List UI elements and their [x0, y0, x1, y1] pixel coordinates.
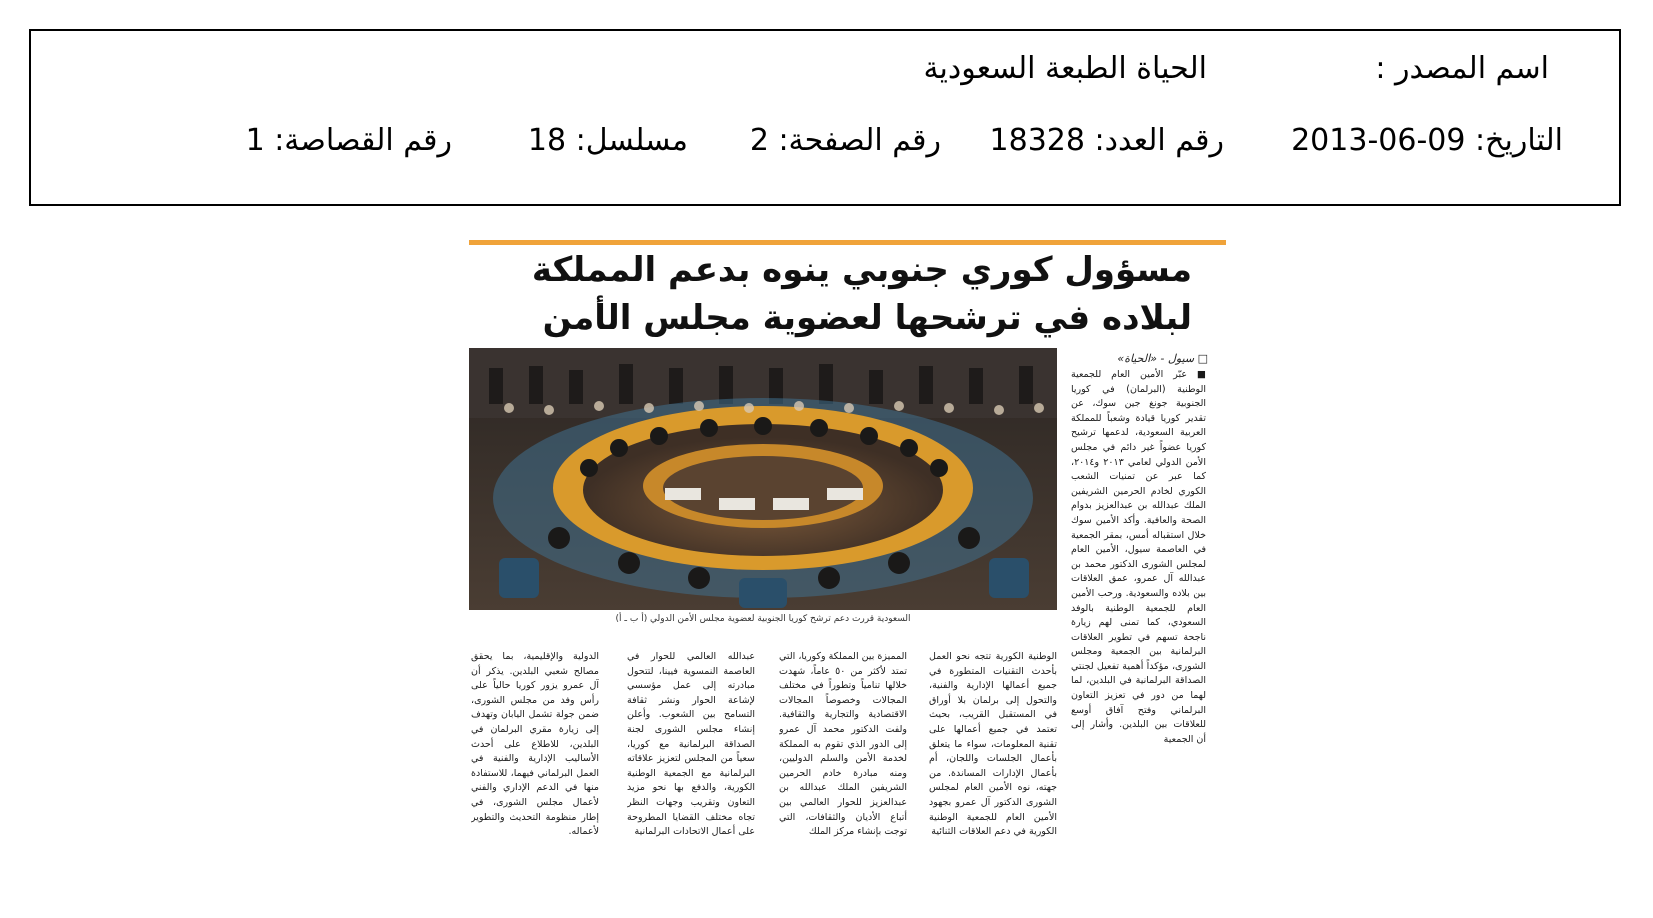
- clipping-top-rule: [469, 240, 1226, 245]
- issue-number-field: رقم العدد: 18328: [989, 123, 1224, 158]
- article-column-2: المميزة بين المملكة وكوريا، التي تمتد لأكثر من ٥٠ عاماً، شهدت خلالها تنامياً وتطوراً في مختلف المجالات وخصوصاً المجالات الاقتصادية والتجارية والثقافية. ولفت الدكتور محمد آل عمرو إلى الدور الذي تقوم به المملكة لخدمة الأمن والسلم الدوليين، ومنه مبادرة خادم الحرمين الشريفين الملك عبدالله بن عبدالعزيز للحوار العالمي بين أتباع الأديان والثقافات، التي توجت بإنشاء مركز الملك: [779, 651, 907, 838]
- article-byline: □ سيول - «الحياة»: [1117, 352, 1208, 365]
- article-column-1: الوطنية الكورية تتجه نحو العمل بأحدث التقنيات المتطورة في جميع أعمالها الإدارية والفنية، والتحول إلى برلمان بلا أوراق في المستقبل القريب، بحيث تعتمد في جميع أعمالها على تقنية المعلومات، سواء ما يتعلق بأعمال الجلسات واللجان، أم بأعمال الإدارات المساندة. من جهته، نوه الأمين العام لمجلس الشورى الدكتور آل عمرو بجهود الأمين العام للجمعية الوطنية الكورية في دعم العلاقات الثنائية: [929, 651, 1057, 838]
- photo-caption: السعودية قررت دعم ترشح كوريا الجنوبية لعضوية مجلس الأمن الدولي (أ ب ـ أ): [615, 614, 911, 624]
- security-council-photo: [469, 348, 1057, 610]
- source-value: الحياة الطبعة السعودية: [923, 51, 1207, 86]
- clipping-info-box: [29, 29, 1621, 206]
- clip-number-field: رقم القصاصة: 1: [245, 123, 452, 158]
- source-label: اسم المصدر :: [1375, 51, 1549, 86]
- headline-line-2: لبلاده في ترشحها لعضوية مجلس الأمن: [542, 298, 1192, 338]
- newspaper-clipping: [469, 240, 1226, 895]
- article-column-right: ■ عبّر الأمين العام للجمعية الوطنية (البرلمان) في كوريا الجنوبية جونغ جين سوك، عن تقدير كوريا قيادة وشعباً للمملكة العربية السعودية، لدعمها ترشيح كوريا عضواً غير دائم في مجلس الأمن الدولي لعامي ٢٠١٣ و٢٠١٤، كما عبر عن تمنيات الشعب الكوري لخادم الحرمين الشريفين الملك عبدالله بن عبدالعزيز بدوام الصحة والعافية. وأكد الأمين سوك خلال استقباله أمس، بمقر الجمعية في العاصمة سيول، الأمين العام لمجلس الشورى الدكتور محمد بن عبدالله آل عمرو، عمق العلاقات بين بلاده والسعودية. ورحب الأمين العام للجمعية الوطنية بالوفد السعودي، كما تمنى لهم زيارة ناجحة تسهم في تطوير العلاقات البرلمانية بين الجمعية ومجلس الشورى، مؤكداً أهمية تفعيل لجنتي الصداقة البرلمانية في البلدين، لما لهما من دور في تعزيز التعاون البرلماني وفتح آفاق أوسع للعلاقات بين البلدين. وأشار إلى أن الجمعية: [1071, 369, 1206, 745]
- article-column-3: عبدالله العالمي للحوار في العاصمة النمسوية فيينا، لتتحول مبادرته إلى عمل مؤسسي لإشاعة الحوار ونشر ثقافة التسامح بين الشعوب. وأعلن إنشاء مجلس الشورى لجنة الصداقة البرلمانية مع كوريا، سعياً من المجلس لتعزيز علاقاته البرلمانية مع الجمعية الوطنية الكورية، والدفع بها نحو مزيد التعاون وتقريب وجهات النظر تجاه مختلف القضايا المطروحة على أعمال الاتحادات البرلمانية: [627, 651, 755, 838]
- page-number-field: رقم الصفحة: 2: [749, 123, 941, 158]
- serial-number-field: مسلسل: 18: [527, 123, 688, 158]
- article-column-4: الدولية والإقليمية، بما يحقق مصالح شعبي البلدين. يذكر أن آل عمرو يزور كوريا حالياً على رأس وفد من مجلس الشورى، ضمن جولة تشمل اليابان وتهدف إلى زيارة مقري البرلمان في البلدين، للاطلاع على أحدث الأساليب الإدارية والفنية في العمل البرلماني فيهما، للاستفادة منها في الدعم الإداري والفني لأعمال مجلس الشورى، في إطار منظومة التحديث والتطوير لأعماله.: [471, 651, 599, 838]
- headline-line-1: مسؤول كوري جنوبي ينوه بدعم المملكة: [531, 250, 1192, 290]
- date-field: التاريخ: 09-06-2013: [1291, 123, 1563, 158]
